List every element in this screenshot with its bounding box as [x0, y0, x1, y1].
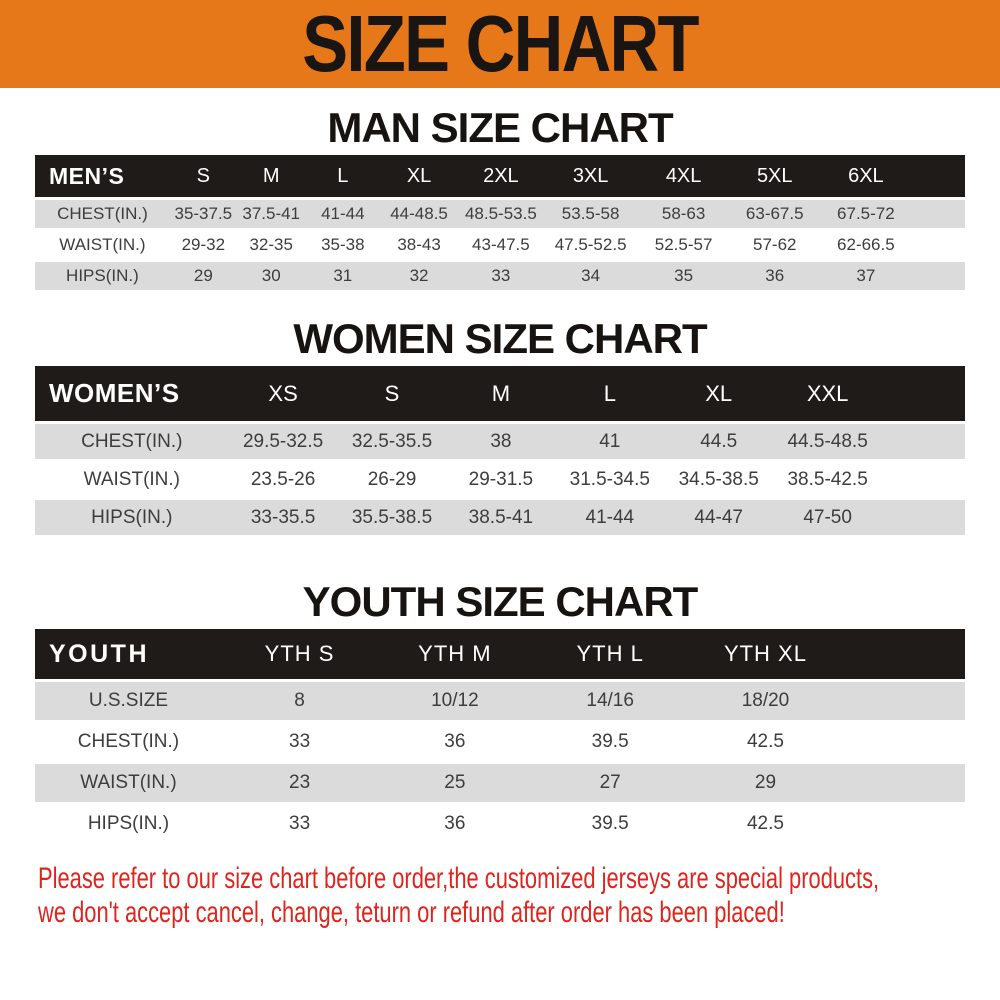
size-cell: 33 — [458, 262, 544, 290]
row-label: HIPS(IN.) — [35, 262, 170, 290]
womens-table-title: WOMEN’S — [35, 366, 229, 421]
table-row — [35, 500, 965, 535]
size-cell: 63-67.5 — [730, 200, 820, 228]
row-label: CHEST(IN.) — [35, 723, 222, 761]
spacer-cell — [882, 462, 965, 497]
size-cell: 31 — [306, 262, 380, 290]
spacer-cell — [912, 155, 965, 197]
womens-header-row — [35, 366, 965, 421]
table-row — [35, 805, 965, 843]
size-cell: 23.5-26 — [229, 462, 338, 497]
youth-size-section — [0, 578, 1000, 846]
size-cell: 35-38 — [306, 231, 380, 259]
size-cell: 34 — [544, 262, 638, 290]
size-cell: 33 — [222, 723, 377, 761]
size-cell: 32.5-35.5 — [338, 424, 447, 459]
women-size-section — [0, 315, 1000, 538]
size-column-header: S — [170, 155, 237, 197]
table-row — [35, 682, 965, 720]
size-column-header: XL — [380, 155, 458, 197]
size-cell: 48.5-53.5 — [458, 200, 544, 228]
banner-title: SIZE CHART — [302, 0, 698, 88]
row-label: U.S.SIZE — [35, 682, 222, 720]
size-column-header: 5XL — [730, 155, 820, 197]
banner — [0, 0, 1000, 88]
size-cell: 39.5 — [533, 805, 688, 843]
size-column-header: M — [446, 366, 555, 421]
youth-section-heading: YOUTH SIZE CHART — [302, 578, 698, 625]
size-cell: 41-44 — [306, 200, 380, 228]
size-cell: 10/12 — [377, 682, 532, 720]
row-label: CHEST(IN.) — [35, 200, 170, 228]
size-cell: 29-31.5 — [446, 462, 555, 497]
size-cell: 44-47 — [664, 500, 773, 535]
table-row — [35, 200, 965, 228]
size-cell: 30 — [237, 262, 306, 290]
row-label: WAIST(IN.) — [35, 462, 229, 497]
spacer-cell — [843, 723, 965, 761]
size-cell: 23 — [222, 764, 377, 802]
spacer-cell — [843, 682, 965, 720]
size-cell: 33-35.5 — [229, 500, 338, 535]
size-cell: 47.5-52.5 — [544, 231, 638, 259]
size-cell: 38 — [446, 424, 555, 459]
mens-header-row — [35, 155, 965, 197]
size-cell: 35.5-38.5 — [338, 500, 447, 535]
spacer-cell — [843, 629, 965, 679]
size-column-header: YTH S — [222, 629, 377, 679]
size-cell: 58-63 — [638, 200, 730, 228]
notice-text — [38, 862, 1000, 930]
size-cell: 52.5-57 — [638, 231, 730, 259]
size-cell: 44.5-48.5 — [773, 424, 882, 459]
size-cell: 14/16 — [533, 682, 688, 720]
size-cell: 42.5 — [688, 723, 843, 761]
size-cell: 29-32 — [170, 231, 237, 259]
table-row — [35, 723, 965, 761]
size-column-header: YTH L — [533, 629, 688, 679]
spacer-cell — [843, 805, 965, 843]
size-cell: 38.5-42.5 — [773, 462, 882, 497]
size-column-header: XL — [664, 366, 773, 421]
row-label: WAIST(IN.) — [35, 764, 222, 802]
size-cell: 26-29 — [338, 462, 447, 497]
size-cell: 67.5-72 — [820, 200, 912, 228]
size-column-header: M — [237, 155, 306, 197]
size-column-header: XS — [229, 366, 338, 421]
size-cell: 57-62 — [730, 231, 820, 259]
man-size-section — [0, 104, 1000, 293]
size-cell: 36 — [377, 723, 532, 761]
size-cell: 62-66.5 — [820, 231, 912, 259]
size-column-header: YTH XL — [688, 629, 843, 679]
table-row — [35, 764, 965, 802]
size-cell: 44.5 — [664, 424, 773, 459]
spacer-cell — [912, 262, 965, 290]
size-column-header: S — [338, 366, 447, 421]
size-cell: 8 — [222, 682, 377, 720]
size-cell: 29 — [688, 764, 843, 802]
size-column-header: 6XL — [820, 155, 912, 197]
size-column-header: 2XL — [458, 155, 544, 197]
row-label: WAIST(IN.) — [35, 231, 170, 259]
spacer-cell — [912, 231, 965, 259]
youth-size-table — [35, 626, 965, 846]
women-section-heading: WOMEN SIZE CHART — [293, 315, 707, 362]
size-cell: 34.5-38.5 — [664, 462, 773, 497]
size-column-header: L — [306, 155, 380, 197]
youth-table-title: YOUTH — [35, 629, 222, 679]
size-cell: 27 — [533, 764, 688, 802]
youth-header-row — [35, 629, 965, 679]
size-cell: 32 — [380, 262, 458, 290]
size-cell: 39.5 — [533, 723, 688, 761]
spacer-cell — [882, 366, 965, 421]
size-cell: 42.5 — [688, 805, 843, 843]
spacer-cell — [882, 500, 965, 535]
size-cell: 36 — [377, 805, 532, 843]
size-cell: 37.5-41 — [237, 200, 306, 228]
spacer-cell — [882, 424, 965, 459]
size-cell: 44-48.5 — [380, 200, 458, 228]
size-cell: 36 — [730, 262, 820, 290]
size-column-header: 3XL — [544, 155, 638, 197]
size-cell: 41-44 — [555, 500, 664, 535]
table-row — [35, 424, 965, 459]
size-cell: 25 — [377, 764, 532, 802]
table-row — [35, 262, 965, 290]
row-label: HIPS(IN.) — [35, 805, 222, 843]
size-cell: 35 — [638, 262, 730, 290]
size-cell: 47-50 — [773, 500, 882, 535]
mens-size-table — [35, 152, 965, 293]
size-cell: 43-47.5 — [458, 231, 544, 259]
man-section-heading: MAN SIZE CHART — [327, 104, 673, 151]
size-cell: 38.5-41 — [446, 500, 555, 535]
mens-table-title: MEN’S — [35, 155, 170, 197]
size-column-header: XXL — [773, 366, 882, 421]
size-cell: 38-43 — [380, 231, 458, 259]
size-cell: 35-37.5 — [170, 200, 237, 228]
size-cell: 31.5-34.5 — [555, 462, 664, 497]
size-column-header: 4XL — [638, 155, 730, 197]
size-column-header: YTH M — [377, 629, 532, 679]
size-cell: 53.5-58 — [544, 200, 638, 228]
size-cell: 33 — [222, 805, 377, 843]
size-cell: 32-35 — [237, 231, 306, 259]
size-cell: 41 — [555, 424, 664, 459]
row-label: HIPS(IN.) — [35, 500, 229, 535]
size-cell: 29 — [170, 262, 237, 290]
spacer-cell — [843, 764, 965, 802]
spacer-cell — [912, 200, 965, 228]
row-label: CHEST(IN.) — [35, 424, 229, 459]
size-cell: 37 — [820, 262, 912, 290]
womens-size-table — [35, 363, 965, 538]
notice-line-1: Please refer to our size chart before order,the customized jerseys are special products, — [38, 862, 880, 895]
size-cell: 29.5-32.5 — [229, 424, 338, 459]
size-column-header: L — [555, 366, 664, 421]
table-row — [35, 231, 965, 259]
notice-line-2: we don't accept cancel, change, teturn or refund after order has been placed! — [38, 896, 785, 929]
table-row — [35, 462, 965, 497]
footer-notice — [38, 862, 1000, 930]
size-cell: 18/20 — [688, 682, 843, 720]
